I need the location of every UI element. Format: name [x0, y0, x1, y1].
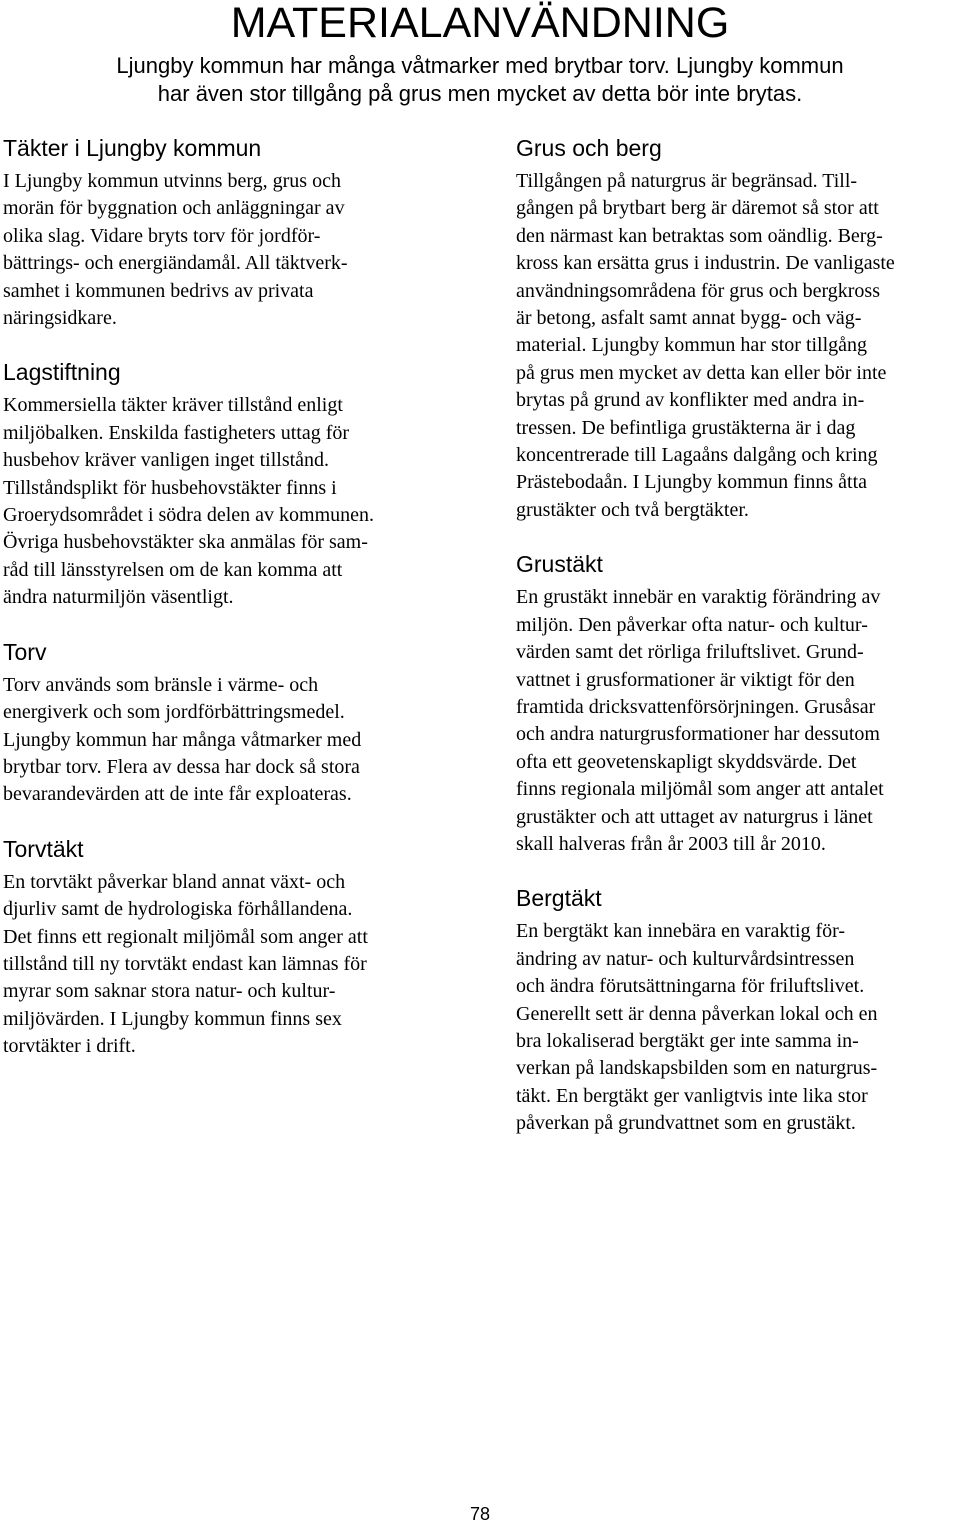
- body-line: verkan på landskapsbilden som en naturgrus-: [516, 1057, 878, 1080]
- body-line: I Ljungby kommun utvinns berg, grus och: [3, 170, 341, 192]
- body-line: gången på brytbart berg är däremot så stor att: [516, 197, 879, 220]
- body-line: Kommersiella täkter kräver tillstånd enligt: [3, 394, 343, 417]
- body-line: skall halveras från år 2003 till år 2010.: [516, 832, 826, 855]
- section-bergtakt: [516, 882, 956, 1137]
- body-line: värden samt det rörliga friluftslivet. Grund-: [516, 641, 864, 664]
- body-line: Ljungby kommun har många våtmarker med: [3, 728, 362, 751]
- body-line: Tillgången på naturgrus är begränsad. Till-: [516, 170, 858, 192]
- body-line: ändra naturmiljön väsentligt.: [3, 586, 234, 609]
- section-lagstiftning: [3, 356, 473, 611]
- section-heading: Lagstiftning: [3, 359, 121, 386]
- section-heading: Täkter i Ljungby kommun: [3, 135, 262, 161]
- body-line: bra lokaliserad bergtäkt ger inte samma in-: [516, 1029, 859, 1052]
- body-line: husbehov kräver vanligen inget tillstånd.: [3, 449, 330, 472]
- body-line: miljöbalken. Enskilda fastigheters uttag för: [3, 421, 350, 444]
- body-line: bevarandevärden att de inte får exploateras.: [3, 783, 352, 806]
- body-line: och ändra förutsättningarna för friluftslivet.: [516, 975, 865, 998]
- section-heading: Torv: [3, 638, 47, 665]
- body-line: Torv används som bränsle i värme- och: [3, 673, 319, 696]
- section-heading: Grus och berg: [516, 135, 662, 161]
- body-line: råd till länsstyrelsen om de kan komma att: [3, 558, 343, 581]
- body-line: ändring av natur- och kulturvårdsintressen: [516, 947, 855, 970]
- right-column: [516, 132, 956, 1138]
- body-line: En bergtäkt kan innebära en varaktig för-: [516, 920, 846, 943]
- body-line: koncentrerade till Lagaåns dalgång och kring: [516, 444, 878, 467]
- body-line: vattnet i grusformationer är viktigt för den: [516, 668, 855, 691]
- left-column: [3, 132, 473, 1061]
- body-line: olika slag. Vidare bryts torv för jordför-: [3, 224, 321, 247]
- body-line: myrar som saknar stora natur- och kultur-: [3, 980, 336, 1003]
- section-body: [3, 869, 473, 1061]
- section-body: [3, 392, 473, 611]
- body-line: djurliv samt de hydrologiska förhållandena.: [3, 898, 353, 921]
- body-line: miljövärden. I Ljungby kommun finns sex: [3, 1007, 342, 1030]
- body-line: finns regionala miljömål som anger att antalet: [516, 778, 884, 801]
- section-body: [516, 168, 956, 524]
- section-torv: [3, 636, 473, 809]
- body-line: användningsområdena för grus och bergkross: [516, 279, 880, 302]
- body-line: täkt. En bergtäkt ger vanligtvis inte lika stor: [516, 1084, 868, 1107]
- intro-paragraph: [40, 52, 920, 108]
- section-heading: Grustäkt: [516, 551, 603, 578]
- body-line: En torvtäkt påverkar bland annat växt- och: [3, 870, 346, 893]
- body-line: Övriga husbehovstäkter ska anmälas för sam-: [3, 531, 368, 554]
- body-line: ofta ett geovetenskapligt skyddsvärde. Det: [516, 750, 857, 773]
- body-line: bättrings- och energiändamål. All täktverk-: [3, 252, 348, 275]
- body-line: grustäkter och att uttaget av naturgrus i länet: [516, 805, 873, 828]
- body-line: näringsidkare.: [3, 307, 117, 330]
- body-line: tressen. De befintliga grustäkterna är i dag: [516, 416, 856, 439]
- body-line: Tillståndsplikt för husbehovstäkter finns i: [3, 476, 337, 499]
- body-line: den närmast kan betraktas som oändlig. Berg-: [516, 224, 883, 247]
- body-line: Prästebodaån. I Ljungby kommun finns åtta: [516, 471, 868, 494]
- section-body: [516, 584, 956, 858]
- body-line: kross kan ersätta grus i industrin. De vanligaste: [516, 252, 895, 275]
- body-line: Det finns ett regionalt miljömål som anger att: [3, 925, 368, 948]
- section-grustakt: [516, 548, 956, 858]
- body-line: morän för byggnation och anläggningar av: [3, 197, 345, 220]
- intro-line: har även stor tillgång på grus men mycket av detta bör inte brytas.: [157, 81, 803, 106]
- section-heading: Bergtäkt: [516, 885, 602, 912]
- section-grus-och-berg: [516, 132, 956, 524]
- section-body: [3, 672, 473, 809]
- body-line: brytbar torv. Flera av dessa har dock så stora: [3, 755, 360, 778]
- body-line: på grus men mycket av detta kan eller bör inte: [516, 361, 887, 384]
- body-line: torvtäkter i drift.: [3, 1035, 136, 1058]
- body-line: framtida dricksvattenförsörjningen. Grusåsar: [516, 695, 876, 718]
- page-title: MATERIALANVÄNDNING: [230, 0, 730, 47]
- body-line: Groerydsområdet i södra delen av kommunen.: [3, 504, 375, 527]
- body-line: samhet i kommunen bedrivs av privata: [3, 279, 314, 302]
- body-line: och andra naturgrusformationer har dessutom: [516, 723, 880, 746]
- body-line: brytas på grund av konflikter med andra in-: [516, 389, 865, 412]
- section-takter: [3, 132, 473, 332]
- section-body: [516, 918, 956, 1137]
- section-torvtakt: [3, 833, 473, 1061]
- page-number: 78: [469, 1504, 491, 1524]
- body-line: är betong, asfalt samt annat bygg- och väg-: [516, 307, 862, 330]
- body-line: energiverk och som jordförbättringsmedel.: [3, 701, 345, 724]
- body-line: påverkan på grundvattnet som en grustäkt.: [516, 1112, 856, 1135]
- intro-line: Ljungby kommun har många våtmarker med brytbar torv. Ljungby kommun: [116, 53, 844, 78]
- section-body: [3, 168, 473, 332]
- body-line: tillstånd till ny torvtäkt endast kan lämnas för: [3, 952, 367, 975]
- body-line: En grustäkt innebär en varaktig förändring av: [516, 586, 881, 609]
- body-line: material. Ljungby kommun har stor tillgång: [516, 334, 868, 357]
- body-line: Generellt sett är denna påverkan lokal och en: [516, 1002, 878, 1025]
- body-line: miljön. Den påverkar ofta natur- och kultur-: [516, 613, 868, 636]
- body-line: grustäkter och två bergtäkter.: [516, 498, 749, 521]
- section-heading: Torvtäkt: [3, 835, 84, 862]
